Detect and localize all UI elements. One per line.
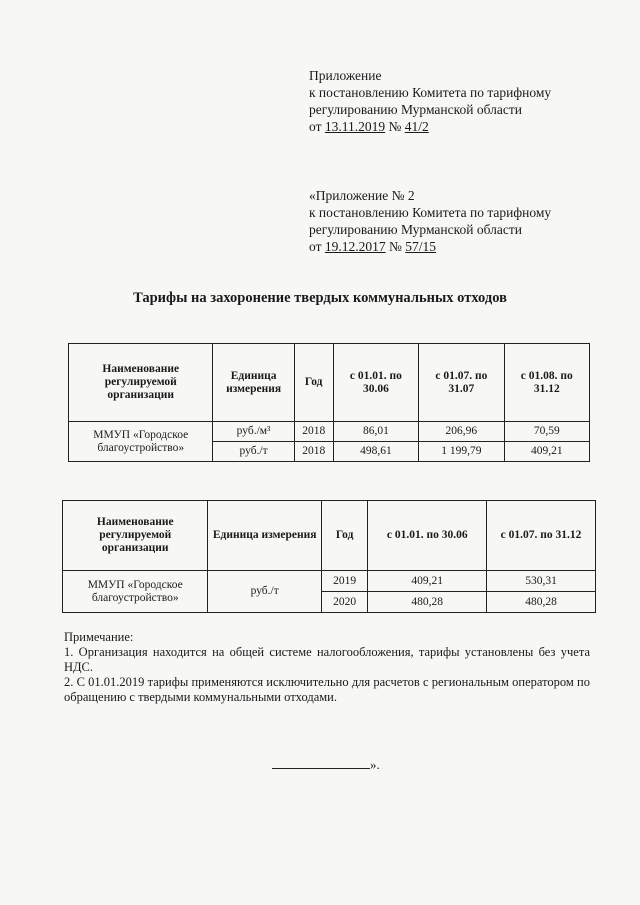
appendix2-line-2: к постановлению Комитета по тарифному bbox=[309, 205, 552, 220]
value-cell: 206,96 bbox=[419, 422, 504, 442]
org-name: ММУП «Городское благоустройство» bbox=[69, 422, 213, 462]
decree-number: 41/2 bbox=[404, 119, 429, 134]
appendix-date-line bbox=[309, 118, 551, 135]
value-cell: 409,21 bbox=[504, 442, 589, 462]
tariff-table-2019-2020 bbox=[62, 500, 596, 613]
value-cell: 70,59 bbox=[504, 422, 589, 442]
appendix2-line-3: регулированию Мурманской области bbox=[309, 222, 522, 237]
table-header-row bbox=[69, 344, 590, 422]
number-prefix: № bbox=[388, 239, 402, 254]
header-unit: Единица измерения bbox=[208, 501, 321, 571]
year-cell: 2018 bbox=[294, 442, 333, 462]
decree-number: 57/15 bbox=[405, 239, 437, 254]
header-period-1: с 01.01. по 30.06 bbox=[368, 501, 487, 571]
table-header-row bbox=[63, 501, 596, 571]
unit-cell: руб./т bbox=[213, 442, 294, 462]
appendix-title: Приложение bbox=[309, 68, 382, 83]
header-org: Наименование регулируемой организации bbox=[69, 344, 213, 422]
year-cell: 2018 bbox=[294, 422, 333, 442]
number-prefix: № bbox=[388, 119, 402, 134]
header-org: Наименование регулируемой организации bbox=[63, 501, 208, 571]
unit-cell: руб./т bbox=[208, 571, 321, 613]
appendix-line-3: регулированию Мурманской области bbox=[309, 102, 522, 117]
value-cell: 409,21 bbox=[368, 571, 487, 592]
note-item-1: 1. Организация находится на общей системе налогообложения, тарифы установлены без учета НДС. bbox=[64, 645, 590, 674]
org-name: ММУП «Городское благоустройство» bbox=[63, 571, 208, 613]
header-period-1: с 01.01. по 30.06 bbox=[333, 344, 418, 422]
year-cell: 2020 bbox=[321, 592, 367, 613]
value-cell: 1 199,79 bbox=[419, 442, 504, 462]
appendix-line-2: к постановлению Комитета по тарифному bbox=[309, 85, 552, 100]
appendix-header bbox=[309, 67, 551, 135]
value-cell: 480,28 bbox=[368, 592, 487, 613]
date-prefix: от bbox=[309, 239, 322, 254]
notes-heading: Примечание: bbox=[64, 630, 134, 644]
table-row bbox=[69, 422, 590, 442]
note-item-2: 2. С 01.01.2019 тарифы применяются исключительно для расчетов с региональным оператором по обращению с твердыми коммунальными отходами. bbox=[64, 675, 590, 704]
closing-line bbox=[272, 757, 380, 773]
signature-line bbox=[272, 758, 370, 769]
unit-cell: руб./м³ bbox=[213, 422, 294, 442]
date-prefix: от bbox=[309, 119, 322, 134]
table-row bbox=[63, 571, 596, 592]
notes-section bbox=[64, 630, 590, 705]
header-unit: Единица измерения bbox=[213, 344, 294, 422]
appendix2-title: «Приложение № 2 bbox=[309, 188, 415, 203]
appendix2-header bbox=[309, 187, 551, 255]
header-period-3: с 01.08. по 31.12 bbox=[504, 344, 589, 422]
closing-quote: ». bbox=[370, 757, 380, 772]
header-period-2: с 01.07. по 31.07 bbox=[419, 344, 504, 422]
document-title: Тарифы на захоронение твердых коммунальных отходов bbox=[133, 290, 507, 306]
header-year: Год bbox=[321, 501, 367, 571]
appendix2-date-line bbox=[309, 238, 551, 255]
decree-date: 13.11.2019 bbox=[324, 119, 386, 134]
value-cell: 86,01 bbox=[333, 422, 418, 442]
tariff-table-2018 bbox=[68, 343, 590, 462]
value-cell: 530,31 bbox=[487, 571, 596, 592]
header-period-2: с 01.07. по 31.12 bbox=[487, 501, 596, 571]
value-cell: 480,28 bbox=[487, 592, 596, 613]
year-cell: 2019 bbox=[321, 571, 367, 592]
decree-date: 19.12.2017 bbox=[324, 239, 386, 254]
header-year: Год bbox=[294, 344, 333, 422]
value-cell: 498,61 bbox=[333, 442, 418, 462]
